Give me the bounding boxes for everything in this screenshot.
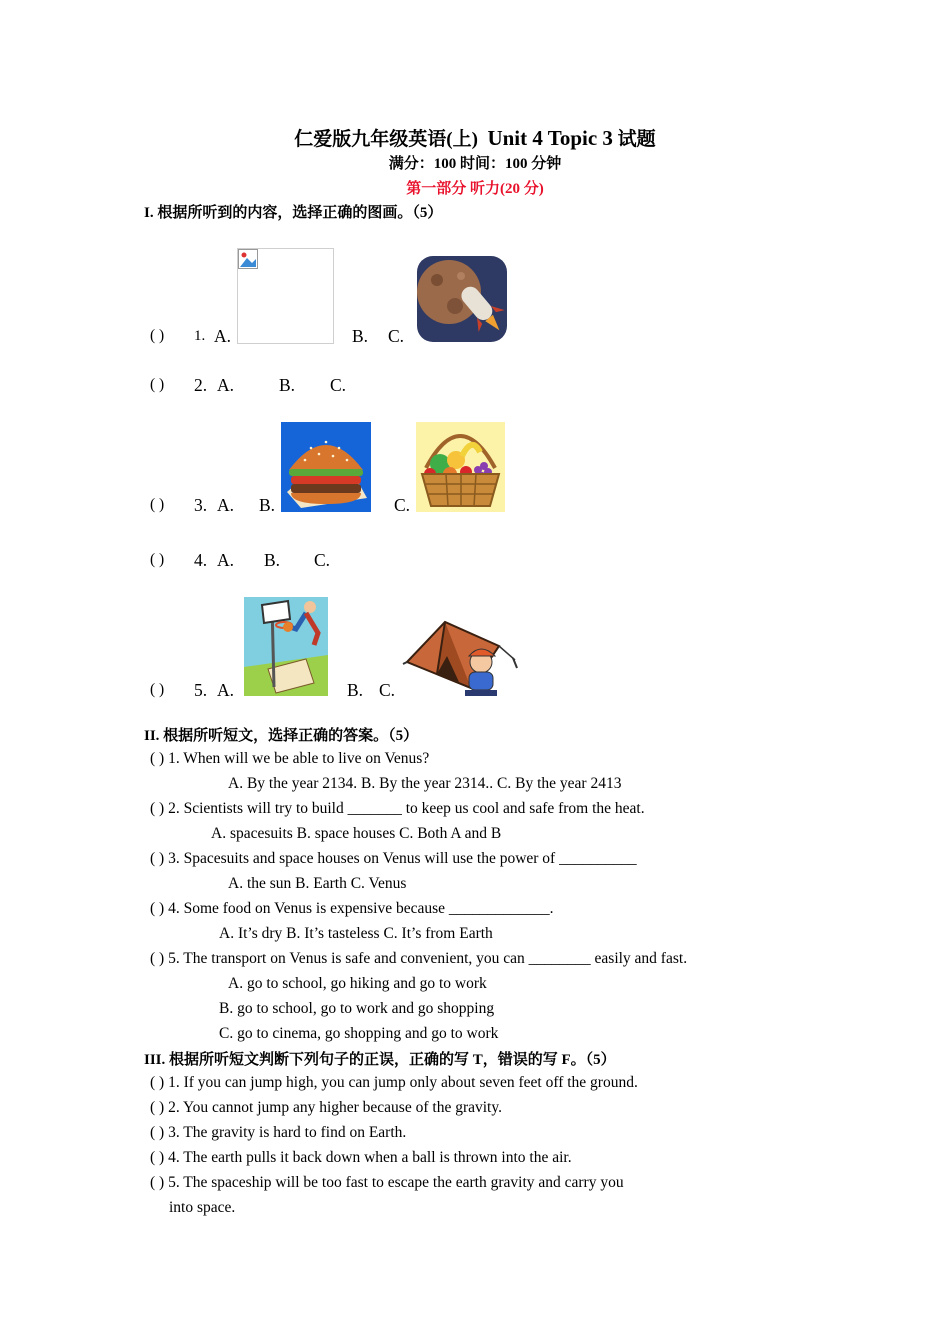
s2-q5-option-c: C. go to cinema, go shopping and go to work: [219, 1025, 499, 1042]
s3-q1: ( ) 1. If you can jump high, you can jump only about seven feet off the ground.: [150, 1074, 638, 1091]
hamburger-illustration: [281, 422, 371, 512]
row4-bracket: ( ): [150, 551, 165, 568]
basketball-player-illustration: [244, 597, 328, 696]
row5-bracket: ( ): [150, 681, 165, 698]
s3-q5-continuation: into space.: [169, 1199, 236, 1216]
row2-c: C.: [330, 375, 347, 395]
s2-q1: ( ) 1. When will we be able to live on Venus?: [150, 750, 430, 767]
tent-camper-illustration: [401, 616, 521, 698]
broken-image-icon: [237, 248, 334, 344]
s2-q1-options: A. By the year 2134. B. By the year 2314.. C. By the year 2413: [228, 775, 622, 792]
row4-a: A.: [217, 550, 235, 570]
row2-a: A.: [217, 375, 235, 395]
row3-b: B.: [259, 495, 276, 515]
s2-q5-option-a: A. go to school, go hiking and go to work: [228, 975, 487, 992]
section3-heading: III. 根据所听短文判断下列句子的正误，正确的写 T，错误的写 F。（5）: [144, 1052, 616, 1068]
row2-b: B.: [279, 375, 296, 395]
row1-bracket: ( ): [150, 327, 165, 344]
row3-bracket: ( ): [150, 496, 165, 513]
section1-heading: I. 根据所听到的内容，选择正确的图画。（5）: [144, 205, 443, 221]
s3-q3: ( ) 3. The gravity is hard to find on Earth.: [150, 1124, 407, 1141]
row3-a: A.: [217, 495, 235, 515]
title-cn: 仁爱版九年级英语(上): [294, 129, 478, 150]
row2-bracket: ( ): [150, 376, 165, 393]
section2-heading: II. 根据所听短文，选择正确的答案。（5）: [144, 728, 419, 744]
row5-a: A.: [217, 680, 235, 700]
title-en: Unit 4 Topic 3: [487, 126, 613, 150]
score-time: 满分：100 时间：100 分钟: [388, 156, 562, 172]
s3-q5: ( ) 5. The spaceship will be too fast to escape the earth gravity and carry you: [150, 1174, 624, 1191]
row5-b: B.: [347, 680, 364, 700]
row1-a: A.: [214, 326, 232, 346]
s2-q2: ( ) 2. Scientists will try to build _______ to keep us cool and safe from the heat.: [150, 800, 645, 817]
row1-b: B.: [352, 326, 369, 346]
s3-q2: ( ) 2. You cannot jump any higher because of the gravity.: [150, 1099, 502, 1116]
page-title: [0, 124, 950, 151]
s2-q4: ( ) 4. Some food on Venus is expensive because _____________.: [150, 900, 554, 917]
s3-q4: ( ) 4. The earth pulls it back down when a ball is thrown into the air.: [150, 1149, 572, 1166]
planet-rocket-illustration: [415, 254, 509, 344]
row3-num: 3.: [194, 495, 208, 515]
row5-num: 5.: [194, 680, 208, 700]
s2-q5: ( ) 5. The transport on Venus is safe and convenient, you can ________ easily and fast.: [150, 950, 688, 967]
row1-c: C.: [388, 326, 405, 346]
row1-num: 1.: [194, 328, 206, 344]
s2-q3-options: A. the sun B. Earth C. Venus: [228, 875, 407, 892]
row2-num: 2.: [194, 375, 208, 395]
s2-q5-option-b: B. go to school, go to work and go shopping: [219, 1000, 495, 1017]
s2-q3: ( ) 3. Spacesuits and space houses on Venus will use the power of __________: [150, 850, 637, 867]
title-suffix: 试题: [617, 129, 656, 150]
row4-b: B.: [264, 550, 281, 570]
row4-c: C.: [314, 550, 331, 570]
row3-c: C.: [394, 495, 411, 515]
row5-c: C.: [379, 680, 396, 700]
s2-q4-options: A. It’s dry B. It’s tasteless C. It’s from Earth: [219, 925, 493, 942]
row4-num: 4.: [194, 550, 208, 570]
fruit-basket-illustration: [416, 422, 505, 512]
s2-q2-options: A. spacesuits B. space houses C. Both A and B: [211, 825, 502, 842]
part-one-heading: 第一部分 听力(20 分): [406, 181, 544, 197]
